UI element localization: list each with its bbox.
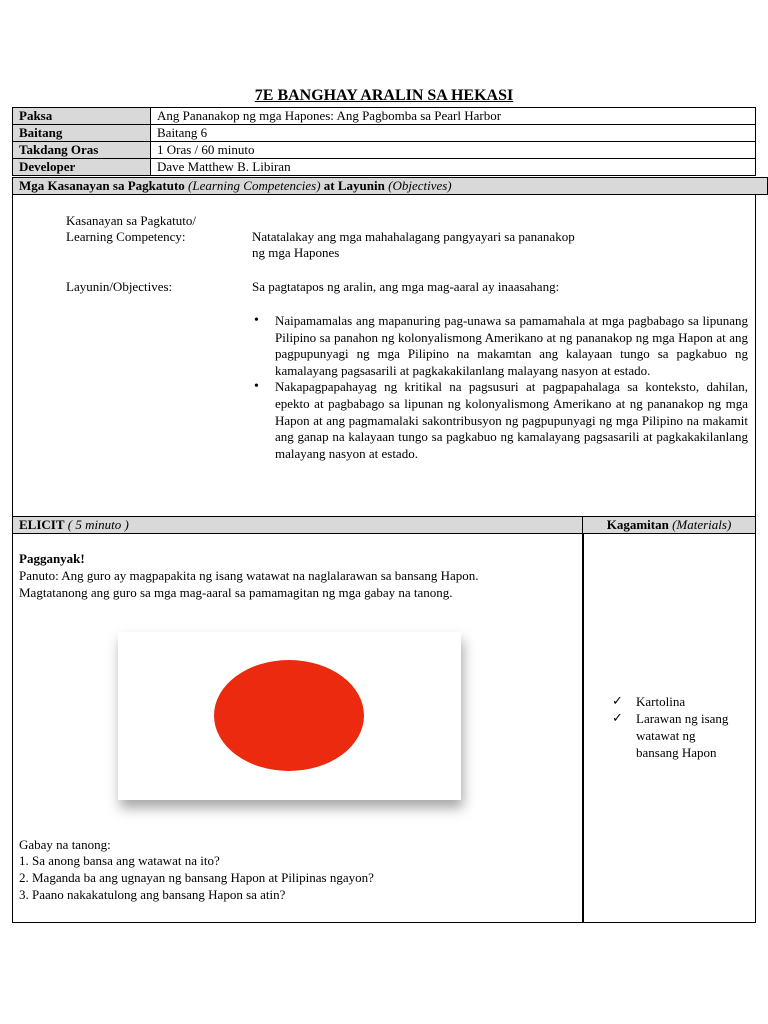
info-value: Baitang 6: [151, 125, 756, 142]
competencies-header: [12, 177, 768, 195]
panuto-line2: Magtatanong ang guro sa mga mag-aaral sa pamamagitan ng mga gabay na tanong.: [19, 585, 453, 600]
info-value: Ang Pananakop ng mga Hapones: Ang Pagbomba sa Pearl Harbor: [151, 108, 756, 125]
objective-item: • Naipamamalas ang mapanuring pag-unawa sa pamamahala at mga pagbabago sa lipunang Pilipino sa panahon ng kolonyalismong Amerikano at ng pananakop ng mga Hapon at ang pagpupunyagi ng mga Pilipino na makamtan ang kalayaan tungo sa pagkabuo ng kamalayang pagsasarili at pagkakakilanlang malayang nasyon at estado.: [252, 313, 748, 379]
document-title: 7E BANGHAY ARALIN SA HEKASI: [254, 87, 514, 104]
materials-header-english: (Materials): [672, 517, 732, 532]
info-label: Baitang: [13, 125, 151, 142]
elicit-duration: ( 5 minuto ): [67, 517, 129, 532]
objectives-intro: Sa pagtatapos ng aralin, ang mga mag-aaral ay inaasahang:: [252, 279, 560, 294]
elicit-header: [12, 516, 583, 534]
competencies-header-english: (Learning Competencies): [188, 178, 321, 193]
info-row-paksa: [13, 108, 756, 125]
gabay-label: Gabay na tanong:: [19, 837, 111, 852]
competency-label-line2: Learning Competency:: [66, 229, 186, 244]
objectives-list: [252, 313, 748, 462]
elicit-header-title: ELICIT: [19, 517, 65, 532]
guide-question: 3. Paano nakakatulong ang bansang Hapon sa atin?: [19, 887, 286, 902]
info-label: Paksa: [13, 108, 151, 125]
materials-header: [582, 516, 756, 534]
material-text: watawat ng: [636, 728, 696, 743]
objectives-label: Layunin/Objectives:: [66, 279, 173, 294]
materials-list: [612, 693, 752, 761]
competency-value-line1: Natatalakay ang mga mahahalagang pangyayari sa pananakop: [252, 229, 575, 244]
guide-question: 2. Maganda ba ang ugnayan ng bansang Hapon at Pilipinas ngayon?: [19, 870, 374, 885]
material-text: bansang Hapon: [636, 745, 717, 760]
info-row-developer: [13, 159, 756, 176]
info-value: Dave Matthew B. Libiran: [151, 159, 756, 176]
competency-value-line2: ng mga Hapones: [252, 245, 340, 260]
objectives-header-english: (Objectives): [388, 178, 452, 193]
guide-question: 1. Sa anong bansa ang watawat na ito?: [19, 853, 220, 868]
info-row-takdang-oras: [13, 142, 756, 159]
check-icon: ✓: [612, 711, 623, 726]
japan-flag-image: [118, 632, 461, 800]
pagganyak-heading: Pagganyak!: [19, 551, 85, 566]
objectives-header-title: at Layunin: [323, 178, 385, 193]
lesson-info-table: [12, 107, 756, 176]
material-item: [612, 693, 752, 710]
info-row-baitang: [13, 125, 756, 142]
competency-label-line1: Kasanayan sa Pagkatuto/: [66, 213, 196, 228]
info-label: Developer: [13, 159, 151, 176]
check-icon: ✓: [612, 694, 623, 709]
competencies-header-title: Mga Kasanayan sa Pagkatuto: [19, 178, 185, 193]
material-text: Larawan ng isang: [636, 711, 729, 726]
material-text: Kartolina: [636, 694, 686, 709]
panuto-line1: Panuto: Ang guro ay magpapakita ng isang watawat na naglalarawan sa bansang Hapon.: [19, 568, 479, 583]
info-label: Takdang Oras: [13, 142, 151, 159]
objective-item: • Nakapagpapahayag ng kritikal na pagsusuri at pagpapahalaga sa konteksto, dahilan, epekto at pagbabago sa lipunan ng kolonyalismong Amerikano at ng pananakop ng mga Hapon at ang pagmamalaki sakontribusyon ng pagpupunyagi ng mga Pilipino na makamit ang ganap na kalayaan tungo sa pagkabuo ng kamalayang pagsasarili at pagkakakilanlang malayang nasyon at estado.: [252, 379, 748, 462]
flag-red-circle: [214, 660, 364, 771]
material-item: [612, 710, 752, 761]
materials-header-title: Kagamitan: [606, 517, 669, 532]
info-value: 1 Oras / 60 minuto: [151, 142, 756, 159]
